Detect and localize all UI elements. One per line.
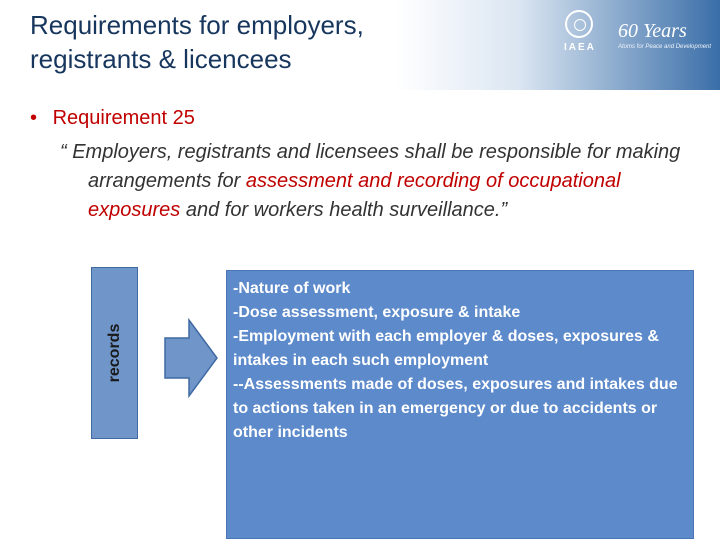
record-item: --Assessments made of doses, exposures and intakes due to actions taken in an emergency or due to accidents or other incidents: [233, 376, 678, 441]
header-banner: [0, 0, 720, 90]
quote-highlight: assessment and recording of occupational exposures: [88, 170, 621, 221]
title-line-2: registrants & licencees: [30, 44, 292, 74]
right-arrow-icon: [163, 318, 219, 398]
record-item: -Dose assessment, exposure & intake: [233, 304, 521, 321]
requirement-label: Requirement 25: [52, 107, 195, 129]
bullet-icon: •: [30, 107, 38, 129]
page-title: [30, 8, 530, 76]
logo-org-text: IAEA: [564, 42, 596, 53]
records-label: records: [105, 323, 123, 383]
logo-tagline: Atoms for Peace and Development: [618, 44, 712, 50]
title-line-1: Requirements for employers,: [30, 10, 364, 40]
records-content-box: [226, 270, 694, 539]
record-item: -Nature of work: [233, 280, 351, 297]
record-item: -Employment with each employer & doses, exposures & intakes in each such employment: [233, 328, 659, 369]
iaea-60-years-logo: [562, 10, 712, 60]
quote-text-end: and for workers health surveillance.”: [180, 199, 508, 221]
requirement-quote: [60, 138, 710, 225]
quote-text-start: “ Employers, registrants and licensees shall be responsible for making arrangements for: [60, 141, 681, 192]
records-box: [91, 267, 138, 439]
logo-years-text: 60 Years: [618, 20, 687, 42]
requirement-bullet: [30, 107, 195, 130]
atom-emblem-icon: [565, 10, 593, 38]
